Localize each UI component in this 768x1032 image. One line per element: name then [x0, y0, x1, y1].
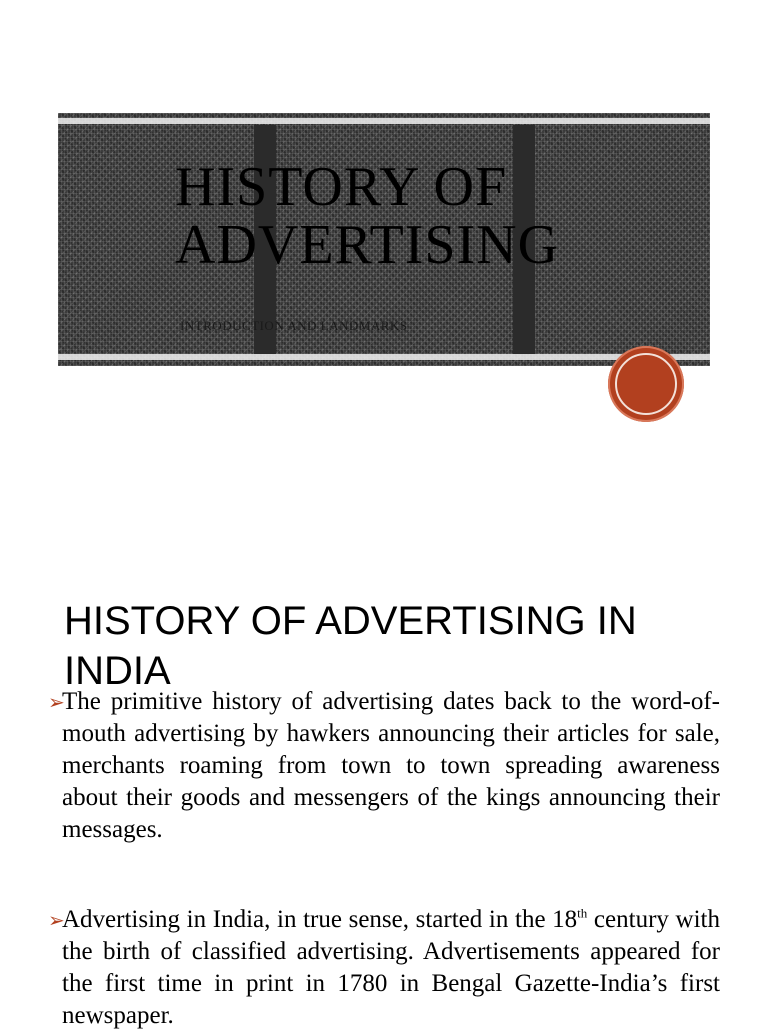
paragraph-2-text-start: Advertising in India, in true sense, started in the 18	[62, 906, 578, 933]
content-slide	[0, 560, 768, 1029]
bullet-paragraph-1	[48, 686, 720, 846]
slide-subtitle: INTRODUCTION AND LANDMARKS	[180, 318, 408, 333]
slide-title-line-2: ADVERTISING	[175, 214, 560, 276]
bullet-paragraph-2	[48, 904, 720, 1032]
slide-title-line-1: HISTORY OF	[175, 156, 508, 218]
ordinal-superscript: th	[577, 905, 588, 921]
slide-title	[175, 158, 695, 274]
content-heading: HISTORY OF ADVERTISING IN INDIA	[64, 599, 637, 693]
banner-top-edge	[58, 118, 710, 124]
arrow-bullet-icon: ➢	[48, 690, 65, 714]
paragraph-1-text: The primitive history of advertising dates back to the word-of-mouth advertising by hawkers announcing their articles for sale, merchants roaming from town to town spreading awareness about their goods and messengers of the kings announcing their messages.	[62, 688, 720, 843]
decorative-circle-badge	[608, 346, 684, 422]
paragraph-2-text-end: century with the birth of classified advertising. Advertisements appeared for the first time in print in 1780 in Bengal Gazette-India’s first newspaper.	[62, 906, 720, 1029]
banner-bottom-edge	[58, 354, 710, 360]
arrow-bullet-icon: ➢	[48, 908, 65, 932]
